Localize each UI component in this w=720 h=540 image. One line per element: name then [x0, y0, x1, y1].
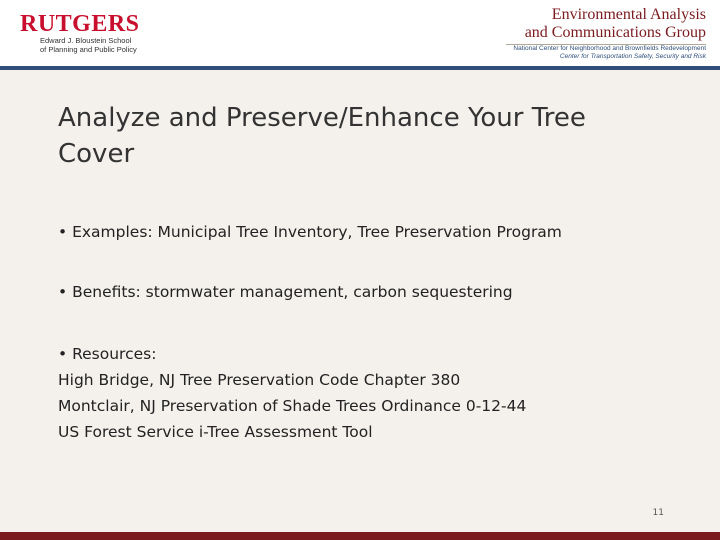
- group-subtitle-line-1: National Center for Neighborhood and Brownfields Redevelopment: [513, 45, 706, 52]
- slide-title: Analyze and Preserve/Enhance Your Tree Cover: [58, 103, 586, 169]
- rutgers-logo: [20, 12, 140, 54]
- bullet-examples: • Examples: Municipal Tree Inventory, Tree Preservation Program: [58, 223, 562, 241]
- school-name-line-1: Edward J. Bloustein School: [40, 36, 132, 45]
- group-title-line-2: and Communications Group: [524, 24, 706, 41]
- footer-bar: [0, 532, 720, 540]
- bullet-benefits: • Benefits: stormwater management, carbon sequestering: [58, 283, 513, 301]
- group-logo: [513, 6, 706, 61]
- resource-item: High Bridge, NJ Tree Preservation Code Chapter 380: [58, 371, 461, 389]
- header-rule: [0, 66, 720, 70]
- resources-heading: • Resources:: [58, 345, 157, 363]
- resource-item: Montclair, NJ Preservation of Shade Trees Ordinance 0-12-44: [58, 397, 527, 415]
- page-number: 11: [652, 508, 664, 518]
- school-name-line-2: of Planning and Public Policy: [40, 45, 137, 54]
- slide-header: [0, 0, 720, 66]
- resource-item: US Forest Service i-Tree Assessment Tool: [58, 423, 373, 441]
- rutgers-wordmark: RUTGERS: [20, 11, 140, 37]
- group-title-line-1: Environmental Analysis: [551, 6, 706, 23]
- bullet-resources: [58, 341, 526, 445]
- header-divider: [506, 44, 706, 45]
- group-subtitle-line-2: Center for Transportation Safety, Security and Risk: [559, 53, 706, 60]
